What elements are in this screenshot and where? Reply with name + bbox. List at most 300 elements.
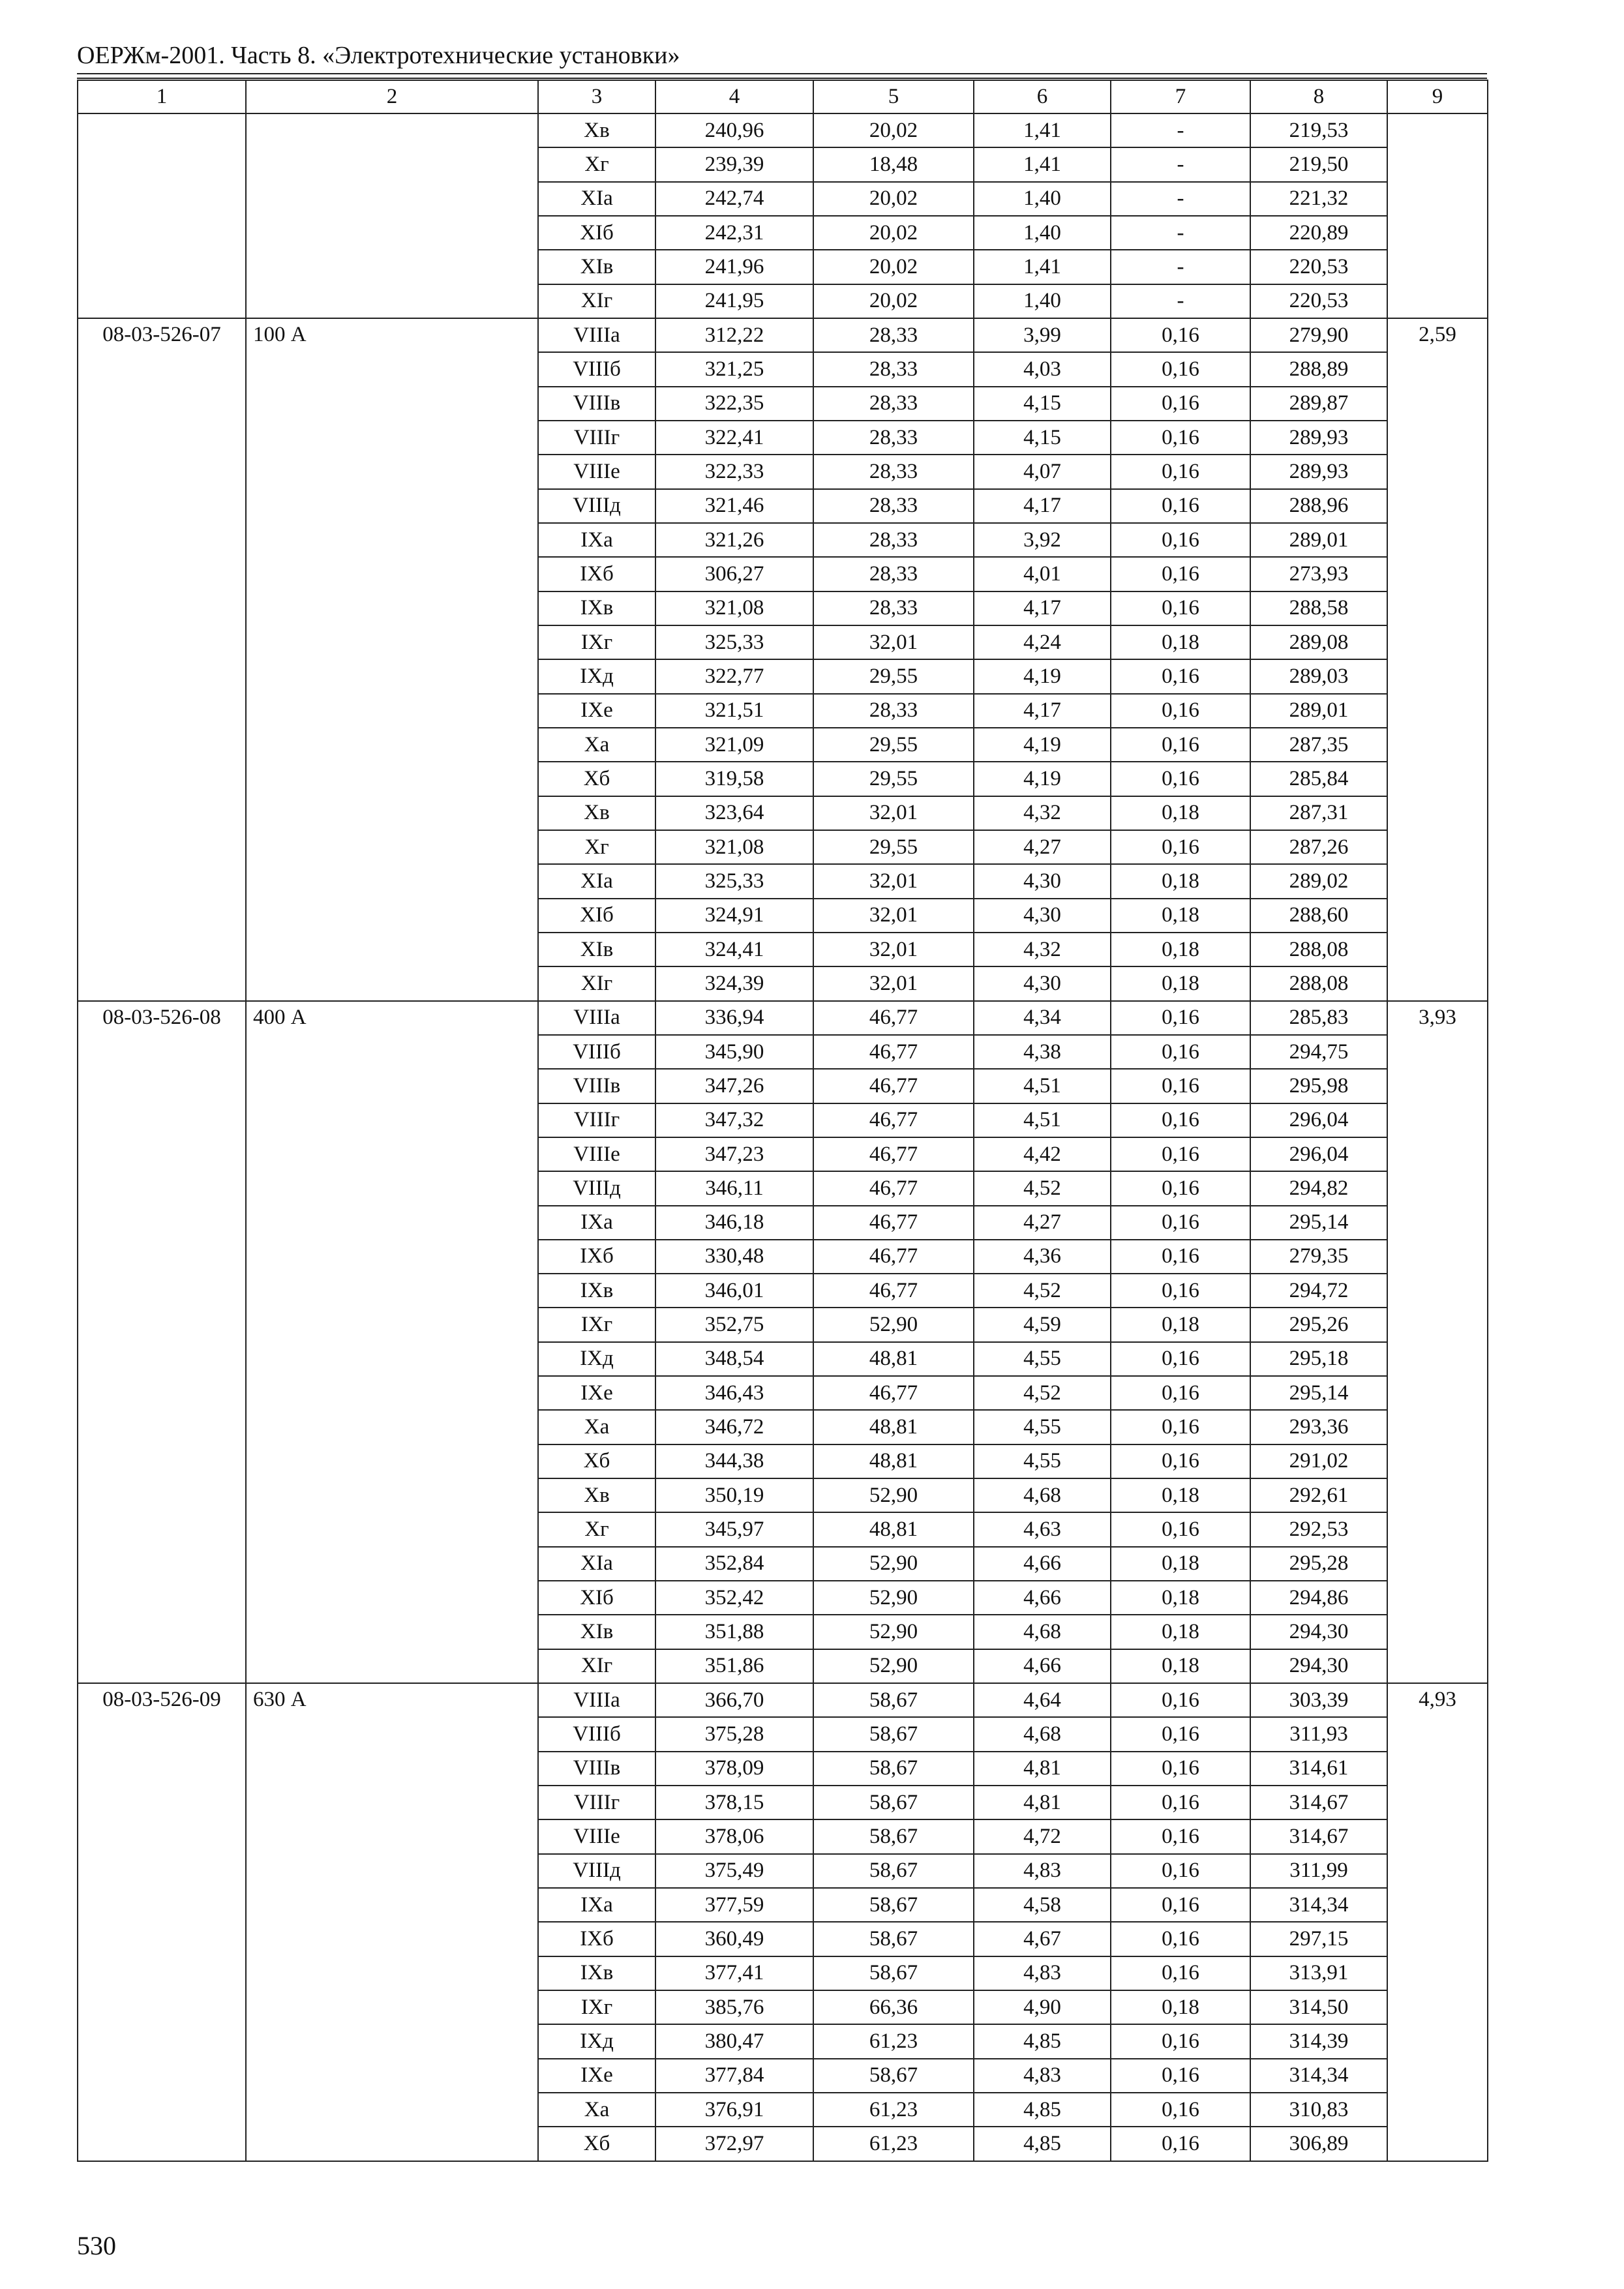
machine-cost-cell: 1,41: [974, 250, 1111, 284]
total-cost-cell: 312,22: [655, 318, 813, 352]
labor-cost-cell: 46,77: [813, 1069, 974, 1103]
labor-cost-cell: 58,67: [813, 1752, 974, 1786]
total-cost-cell: 378,06: [655, 1819, 813, 1853]
driver-wage-cell: 0,16: [1111, 1444, 1250, 1478]
materials-cost-cell: 220,89: [1250, 216, 1387, 250]
machine-cost-cell: 4,36: [974, 1240, 1111, 1274]
zone-cell: IХг: [538, 625, 655, 659]
machine-cost-cell: 4,85: [974, 2093, 1111, 2127]
driver-wage-cell: 0,16: [1111, 762, 1250, 796]
machine-cost-cell: 4,52: [974, 1376, 1111, 1410]
labor-cost-cell: 46,77: [813, 1103, 974, 1137]
column-number-row: [78, 80, 1488, 113]
machine-cost-cell: 4,07: [974, 455, 1111, 488]
table-body: [78, 113, 1488, 2161]
machine-cost-cell: 4,03: [974, 352, 1111, 386]
total-cost-cell: 377,84: [655, 2059, 813, 2093]
labor-cost-cell: 28,33: [813, 523, 974, 557]
rate-code-cell: 08-03-526-07: [78, 318, 246, 1001]
table-row: [78, 113, 1488, 147]
labor-cost-cell: 28,33: [813, 318, 974, 352]
zone-cell: VIIIв: [538, 387, 655, 421]
labor-cost-cell: 46,77: [813, 1035, 974, 1069]
driver-wage-cell: 0,16: [1111, 318, 1250, 352]
labor-hours-cell: [1387, 113, 1488, 318]
materials-cost-cell: 219,53: [1250, 113, 1387, 147]
driver-wage-cell: 0,16: [1111, 1922, 1250, 1956]
labor-cost-cell: 58,67: [813, 1786, 974, 1819]
total-cost-cell: 350,19: [655, 1478, 813, 1512]
labor-cost-cell: 20,02: [813, 182, 974, 216]
driver-wage-cell: 0,16: [1111, 489, 1250, 523]
zone-cell: VIIIв: [538, 1752, 655, 1786]
machine-cost-cell: 4,67: [974, 1922, 1111, 1956]
labor-cost-cell: 28,33: [813, 557, 974, 591]
materials-cost-cell: 288,60: [1250, 899, 1387, 933]
materials-cost-cell: 310,83: [1250, 2093, 1387, 2127]
labor-cost-cell: 28,33: [813, 694, 974, 728]
driver-wage-cell: 0,16: [1111, 1001, 1250, 1035]
total-cost-cell: 345,97: [655, 1512, 813, 1546]
materials-cost-cell: 220,53: [1250, 284, 1387, 318]
materials-cost-cell: 314,34: [1250, 1888, 1387, 1922]
driver-wage-cell: -: [1111, 216, 1250, 250]
materials-cost-cell: 221,32: [1250, 182, 1387, 216]
labor-cost-cell: 46,77: [813, 1001, 974, 1035]
total-cost-cell: 240,96: [655, 113, 813, 147]
labor-cost-cell: 20,02: [813, 216, 974, 250]
machine-cost-cell: 4,81: [974, 1752, 1111, 1786]
total-cost-cell: 321,46: [655, 489, 813, 523]
driver-wage-cell: 0,16: [1111, 591, 1250, 625]
labor-cost-cell: 61,23: [813, 2024, 974, 2058]
total-cost-cell: 321,25: [655, 352, 813, 386]
zone-cell: IХг: [538, 1308, 655, 1341]
machine-cost-cell: 4,17: [974, 489, 1111, 523]
total-cost-cell: 319,58: [655, 762, 813, 796]
total-cost-cell: 360,49: [655, 1922, 813, 1956]
machine-cost-cell: 4,83: [974, 1854, 1111, 1888]
labor-cost-cell: 28,33: [813, 421, 974, 455]
total-cost-cell: 321,08: [655, 591, 813, 625]
machine-cost-cell: 4,63: [974, 1512, 1111, 1546]
zone-cell: VIIIд: [538, 489, 655, 523]
zone-cell: Хв: [538, 113, 655, 147]
driver-wage-cell: 0,18: [1111, 625, 1250, 659]
header-rule-lower: [77, 78, 1487, 79]
labor-cost-cell: 46,77: [813, 1376, 974, 1410]
materials-cost-cell: 314,50: [1250, 1990, 1387, 2024]
machine-cost-cell: 4,27: [974, 1206, 1111, 1240]
machine-cost-cell: 4,85: [974, 2127, 1111, 2161]
labor-cost-cell: 58,67: [813, 1956, 974, 1990]
zone-cell: Хб: [538, 762, 655, 796]
zone-cell: IХе: [538, 2059, 655, 2093]
driver-wage-cell: 0,16: [1111, 659, 1250, 693]
zone-cell: ХIг: [538, 284, 655, 318]
zone-cell: VIIIг: [538, 1103, 655, 1137]
column-header: 4: [655, 80, 813, 113]
driver-wage-cell: 0,18: [1111, 966, 1250, 1000]
materials-cost-cell: 295,28: [1250, 1547, 1387, 1581]
labor-cost-cell: 52,90: [813, 1308, 974, 1341]
labor-cost-cell: 61,23: [813, 2093, 974, 2127]
total-cost-cell: 346,43: [655, 1376, 813, 1410]
driver-wage-cell: 0,16: [1111, 830, 1250, 864]
zone-cell: VIIIб: [538, 1035, 655, 1069]
machine-cost-cell: 4,66: [974, 1581, 1111, 1615]
materials-cost-cell: 294,72: [1250, 1274, 1387, 1308]
zone-cell: VIIIе: [538, 1819, 655, 1853]
machine-cost-cell: 4,81: [974, 1786, 1111, 1819]
labor-hours-cell: 3,93: [1387, 1001, 1488, 1684]
zone-cell: IХд: [538, 1342, 655, 1376]
labor-cost-cell: 52,90: [813, 1478, 974, 1512]
driver-wage-cell: 0,16: [1111, 1956, 1250, 1990]
driver-wage-cell: -: [1111, 284, 1250, 318]
labor-cost-cell: 32,01: [813, 625, 974, 659]
materials-cost-cell: 292,61: [1250, 1478, 1387, 1512]
materials-cost-cell: 294,30: [1250, 1615, 1387, 1649]
machine-cost-cell: 4,66: [974, 1547, 1111, 1581]
machine-cost-cell: 4,55: [974, 1444, 1111, 1478]
materials-cost-cell: 289,01: [1250, 523, 1387, 557]
zone-cell: VIIIе: [538, 1137, 655, 1171]
column-header: 6: [974, 80, 1111, 113]
labor-cost-cell: 46,77: [813, 1206, 974, 1240]
labor-cost-cell: 52,90: [813, 1649, 974, 1683]
total-cost-cell: 372,97: [655, 2127, 813, 2161]
materials-cost-cell: 288,08: [1250, 966, 1387, 1000]
total-cost-cell: 325,33: [655, 625, 813, 659]
total-cost-cell: 378,15: [655, 1786, 813, 1819]
machine-cost-cell: 4,32: [974, 933, 1111, 966]
driver-wage-cell: 0,16: [1111, 1137, 1250, 1171]
total-cost-cell: 366,70: [655, 1683, 813, 1717]
zone-cell: IХг: [538, 1990, 655, 2024]
zone-cell: ХIб: [538, 899, 655, 933]
machine-cost-cell: 4,30: [974, 899, 1111, 933]
materials-cost-cell: 285,83: [1250, 1001, 1387, 1035]
estimate-table: [77, 80, 1488, 2162]
column-header: 9: [1387, 80, 1488, 113]
page-number: 530: [77, 2231, 116, 2260]
labor-cost-cell: 52,90: [813, 1547, 974, 1581]
labor-cost-cell: 58,67: [813, 1717, 974, 1751]
machine-cost-cell: 4,24: [974, 625, 1111, 659]
zone-cell: VIIIд: [538, 1854, 655, 1888]
machine-cost-cell: 4,58: [974, 1888, 1111, 1922]
zone-cell: ХIв: [538, 250, 655, 284]
zone-cell: IХв: [538, 1956, 655, 1990]
driver-wage-cell: -: [1111, 113, 1250, 147]
zone-cell: Хг: [538, 147, 655, 181]
materials-cost-cell: 295,98: [1250, 1069, 1387, 1103]
total-cost-cell: 346,01: [655, 1274, 813, 1308]
zone-cell: ХIа: [538, 1547, 655, 1581]
zone-cell: ХIг: [538, 966, 655, 1000]
driver-wage-cell: 0,18: [1111, 1990, 1250, 2024]
materials-cost-cell: 294,86: [1250, 1581, 1387, 1615]
machine-cost-cell: 4,72: [974, 1819, 1111, 1853]
labor-cost-cell: 52,90: [813, 1581, 974, 1615]
total-cost-cell: 322,35: [655, 387, 813, 421]
materials-cost-cell: 285,84: [1250, 762, 1387, 796]
zone-cell: IХд: [538, 2024, 655, 2058]
materials-cost-cell: 295,14: [1250, 1376, 1387, 1410]
zone-cell: Ха: [538, 2093, 655, 2127]
machine-cost-cell: 4,55: [974, 1342, 1111, 1376]
zone-cell: Ха: [538, 1410, 655, 1444]
total-cost-cell: 241,95: [655, 284, 813, 318]
driver-wage-cell: 0,16: [1111, 387, 1250, 421]
materials-cost-cell: 279,90: [1250, 318, 1387, 352]
labor-cost-cell: 20,02: [813, 113, 974, 147]
driver-wage-cell: 0,16: [1111, 1717, 1250, 1751]
total-cost-cell: 321,09: [655, 728, 813, 762]
labor-cost-cell: 32,01: [813, 796, 974, 830]
zone-cell: VIIIд: [538, 1171, 655, 1205]
machine-cost-cell: 4,34: [974, 1001, 1111, 1035]
driver-wage-cell: 0,16: [1111, 352, 1250, 386]
total-cost-cell: 239,39: [655, 147, 813, 181]
zone-cell: IХб: [538, 1922, 655, 1956]
labor-cost-cell: 32,01: [813, 899, 974, 933]
machine-cost-cell: 1,40: [974, 216, 1111, 250]
zone-cell: ХIб: [538, 216, 655, 250]
total-cost-cell: 378,09: [655, 1752, 813, 1786]
machine-cost-cell: 4,68: [974, 1717, 1111, 1751]
materials-cost-cell: 292,53: [1250, 1512, 1387, 1546]
materials-cost-cell: 313,91: [1250, 1956, 1387, 1990]
zone-cell: ХIв: [538, 1615, 655, 1649]
machine-cost-cell: 4,30: [974, 966, 1111, 1000]
driver-wage-cell: 0,16: [1111, 455, 1250, 488]
materials-cost-cell: 314,67: [1250, 1819, 1387, 1853]
machine-cost-cell: 4,17: [974, 694, 1111, 728]
machine-cost-cell: 3,99: [974, 318, 1111, 352]
labor-cost-cell: 46,77: [813, 1137, 974, 1171]
machine-cost-cell: 4,85: [974, 2024, 1111, 2058]
zone-cell: VIIIб: [538, 1717, 655, 1751]
total-cost-cell: 352,84: [655, 1547, 813, 1581]
labor-cost-cell: 29,55: [813, 728, 974, 762]
total-cost-cell: 321,51: [655, 694, 813, 728]
zone-cell: VIIIб: [538, 352, 655, 386]
rate-name-cell: 400 А: [246, 1001, 538, 1684]
materials-cost-cell: 314,61: [1250, 1752, 1387, 1786]
zone-cell: IХе: [538, 694, 655, 728]
driver-wage-cell: 0,18: [1111, 1547, 1250, 1581]
driver-wage-cell: 0,18: [1111, 1581, 1250, 1615]
labor-cost-cell: 61,23: [813, 2127, 974, 2161]
labor-cost-cell: 46,77: [813, 1171, 974, 1205]
table-row: [78, 318, 1488, 352]
rate-code-cell: [78, 113, 246, 318]
rate-code-cell: 08-03-526-09: [78, 1683, 246, 2161]
materials-cost-cell: 294,30: [1250, 1649, 1387, 1683]
total-cost-cell: 377,41: [655, 1956, 813, 1990]
zone-cell: Хб: [538, 1444, 655, 1478]
materials-cost-cell: 297,15: [1250, 1922, 1387, 1956]
driver-wage-cell: -: [1111, 250, 1250, 284]
labor-cost-cell: 48,81: [813, 1410, 974, 1444]
total-cost-cell: 242,31: [655, 216, 813, 250]
materials-cost-cell: 289,03: [1250, 659, 1387, 693]
zone-cell: IХд: [538, 659, 655, 693]
total-cost-cell: 323,64: [655, 796, 813, 830]
zone-cell: VIIIг: [538, 421, 655, 455]
driver-wage-cell: 0,16: [1111, 1376, 1250, 1410]
materials-cost-cell: 279,35: [1250, 1240, 1387, 1274]
labor-hours-cell: 4,93: [1387, 1683, 1488, 2161]
total-cost-cell: 325,33: [655, 864, 813, 898]
total-cost-cell: 352,75: [655, 1308, 813, 1341]
machine-cost-cell: 4,59: [974, 1308, 1111, 1341]
materials-cost-cell: 289,01: [1250, 694, 1387, 728]
zone-cell: ХIб: [538, 1581, 655, 1615]
materials-cost-cell: 289,02: [1250, 864, 1387, 898]
labor-cost-cell: 29,55: [813, 762, 974, 796]
total-cost-cell: 348,54: [655, 1342, 813, 1376]
driver-wage-cell: 0,16: [1111, 728, 1250, 762]
driver-wage-cell: 0,18: [1111, 1615, 1250, 1649]
labor-cost-cell: 20,02: [813, 284, 974, 318]
total-cost-cell: 346,18: [655, 1206, 813, 1240]
labor-cost-cell: 28,33: [813, 387, 974, 421]
labor-cost-cell: 32,01: [813, 933, 974, 966]
labor-cost-cell: 46,77: [813, 1240, 974, 1274]
machine-cost-cell: 4,52: [974, 1274, 1111, 1308]
machine-cost-cell: 1,41: [974, 113, 1111, 147]
driver-wage-cell: 0,16: [1111, 694, 1250, 728]
machine-cost-cell: 4,42: [974, 1137, 1111, 1171]
driver-wage-cell: 0,18: [1111, 1478, 1250, 1512]
materials-cost-cell: 294,75: [1250, 1035, 1387, 1069]
driver-wage-cell: 0,16: [1111, 2024, 1250, 2058]
column-header: 2: [246, 80, 538, 113]
materials-cost-cell: 287,31: [1250, 796, 1387, 830]
table-row: [78, 1001, 1488, 1035]
zone-cell: VIIIа: [538, 1683, 655, 1717]
labor-cost-cell: 18,48: [813, 147, 974, 181]
machine-cost-cell: 4,19: [974, 659, 1111, 693]
driver-wage-cell: -: [1111, 182, 1250, 216]
zone-cell: ХIг: [538, 1649, 655, 1683]
total-cost-cell: 351,88: [655, 1615, 813, 1649]
materials-cost-cell: 314,67: [1250, 1786, 1387, 1819]
labor-hours-cell: 2,59: [1387, 318, 1488, 1001]
materials-cost-cell: 288,58: [1250, 591, 1387, 625]
total-cost-cell: 346,72: [655, 1410, 813, 1444]
total-cost-cell: 380,47: [655, 2024, 813, 2058]
machine-cost-cell: 3,92: [974, 523, 1111, 557]
materials-cost-cell: 289,08: [1250, 625, 1387, 659]
zone-cell: Ха: [538, 728, 655, 762]
zone-cell: IХв: [538, 591, 655, 625]
driver-wage-cell: 0,16: [1111, 1752, 1250, 1786]
driver-wage-cell: -: [1111, 147, 1250, 181]
total-cost-cell: 324,91: [655, 899, 813, 933]
materials-cost-cell: 294,82: [1250, 1171, 1387, 1205]
total-cost-cell: 242,74: [655, 182, 813, 216]
materials-cost-cell: 306,89: [1250, 2127, 1387, 2161]
zone-cell: ХIа: [538, 864, 655, 898]
labor-cost-cell: 46,77: [813, 1274, 974, 1308]
materials-cost-cell: 287,35: [1250, 728, 1387, 762]
zone-cell: VIIIа: [538, 318, 655, 352]
driver-wage-cell: 0,16: [1111, 1069, 1250, 1103]
materials-cost-cell: 296,04: [1250, 1103, 1387, 1137]
materials-cost-cell: 311,99: [1250, 1854, 1387, 1888]
total-cost-cell: 336,94: [655, 1001, 813, 1035]
materials-cost-cell: 288,96: [1250, 489, 1387, 523]
driver-wage-cell: 0,16: [1111, 1888, 1250, 1922]
driver-wage-cell: 0,16: [1111, 523, 1250, 557]
machine-cost-cell: 4,68: [974, 1478, 1111, 1512]
labor-cost-cell: 32,01: [813, 864, 974, 898]
header-rule-upper: [77, 73, 1487, 74]
total-cost-cell: 346,11: [655, 1171, 813, 1205]
machine-cost-cell: 4,27: [974, 830, 1111, 864]
machine-cost-cell: 4,66: [974, 1649, 1111, 1683]
machine-cost-cell: 4,83: [974, 2059, 1111, 2093]
column-header: 8: [1250, 80, 1387, 113]
driver-wage-cell: 0,16: [1111, 1240, 1250, 1274]
total-cost-cell: 347,23: [655, 1137, 813, 1171]
materials-cost-cell: 288,08: [1250, 933, 1387, 966]
driver-wage-cell: 0,16: [1111, 1206, 1250, 1240]
driver-wage-cell: 0,16: [1111, 2093, 1250, 2127]
zone-cell: ХIв: [538, 933, 655, 966]
total-cost-cell: 375,28: [655, 1717, 813, 1751]
total-cost-cell: 385,76: [655, 1990, 813, 2024]
total-cost-cell: 344,38: [655, 1444, 813, 1478]
zone-cell: ХIа: [538, 182, 655, 216]
machine-cost-cell: 4,15: [974, 387, 1111, 421]
driver-wage-cell: 0,16: [1111, 1342, 1250, 1376]
total-cost-cell: 322,33: [655, 455, 813, 488]
zone-cell: IХб: [538, 1240, 655, 1274]
labor-cost-cell: 48,81: [813, 1444, 974, 1478]
zone-cell: Хг: [538, 1512, 655, 1546]
materials-cost-cell: 295,18: [1250, 1342, 1387, 1376]
labor-cost-cell: 48,81: [813, 1342, 974, 1376]
rate-code-cell: 08-03-526-08: [78, 1001, 246, 1684]
total-cost-cell: 322,77: [655, 659, 813, 693]
zone-cell: Хб: [538, 2127, 655, 2161]
zone-cell: IХа: [538, 523, 655, 557]
labor-cost-cell: 58,67: [813, 1888, 974, 1922]
materials-cost-cell: 314,34: [1250, 2059, 1387, 2093]
column-header: 1: [78, 80, 246, 113]
machine-cost-cell: 4,51: [974, 1103, 1111, 1137]
rate-name-cell: 100 А: [246, 318, 538, 1001]
zone-cell: IХа: [538, 1206, 655, 1240]
driver-wage-cell: 0,18: [1111, 899, 1250, 933]
zone-cell: VIIIа: [538, 1001, 655, 1035]
total-cost-cell: 376,91: [655, 2093, 813, 2127]
zone-cell: IХе: [538, 1376, 655, 1410]
machine-cost-cell: 4,83: [974, 1956, 1111, 1990]
materials-cost-cell: 295,14: [1250, 1206, 1387, 1240]
materials-cost-cell: 273,93: [1250, 557, 1387, 591]
labor-cost-cell: 32,01: [813, 966, 974, 1000]
total-cost-cell: 322,41: [655, 421, 813, 455]
materials-cost-cell: 293,36: [1250, 1410, 1387, 1444]
zone-cell: IХа: [538, 1888, 655, 1922]
labor-cost-cell: 48,81: [813, 1512, 974, 1546]
